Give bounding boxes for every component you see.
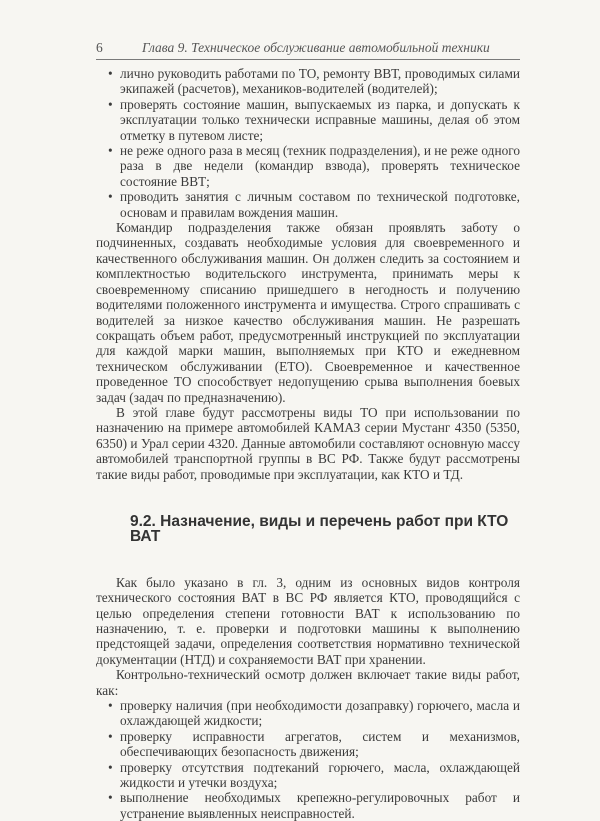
section-heading: 9.2. Назначение, виды и перечень работ при КТО ВАТ bbox=[130, 512, 509, 546]
paragraph: Контрольно-технический осмотр должен включает такие виды работ, как: bbox=[96, 667, 520, 698]
list-item: • проверять состояние машин, выпускаемых из парка, и допускать к эксплуатации только технически исправные машины, делая об этом отметку в путевом листе; bbox=[96, 97, 520, 143]
list-item: • проверку отсутствия подтеканий горючего, масла, охлаждающей жидкости и утечки воздуха; bbox=[96, 760, 520, 791]
list-item: • проверку исправности агрегатов, систем и механизмов, обеспечивающих безопасность движения; bbox=[96, 729, 520, 760]
page-number: 6 bbox=[96, 40, 103, 55]
list-item: • проверку наличия (при необходимости дозаправку) горючего, масла и охлаждающей жидкости; bbox=[96, 698, 520, 729]
paragraph: Командир подразделения также обязан проявлять заботу о подчиненных, создавать необходимые условия для своевременного и качественного обслуживания машин. Он должен следить за состоянием и комплектностью водительского инструмента, принимать меры к своевременному списанию пришедшего в негодность и получению водителями положенного инструмента и имущества. Строго спрашивать с водителей за низкое качество обслуживания машин. Не разрешать сокращать объем работ, предусмотренный инструкцией по эксплуатации для каждой марки машин, выполняемых при КТО и ежедневном техническом обслуживании (ЕТО). Своевременное и качественное проведенное ТО способствует недопущению срыва выполнения боевых задач (задач по предназначению). bbox=[96, 220, 520, 405]
list-item: • проводить занятия с личным составом по технической подготовке, основам и правилам вождения машин. bbox=[96, 189, 520, 220]
page-body bbox=[96, 66, 520, 821]
running-header bbox=[96, 40, 520, 60]
paragraph: Как было указано в гл. 3, одним из основных видов контроля технического состояния ВАТ в ВС РФ является КТО, проводящийся с целью определения степени готовности ВАТ к использованию по назначению, т. е. проверки и подготовки машины к выполнению предстоящей задачи, определения соответствия нормативно технической документации (НТД) и сохраняемости ВАТ при хранении. bbox=[96, 574, 520, 667]
list-item: • лично руководить работами по ТО, ремонту ВВТ, проводимых силами экипажей (расчетов), механиков-водителей (водителей); bbox=[96, 66, 520, 97]
list-item: • выполнение необходимых крепежно-регулировочных работ и устранение выявленных неисправностей. bbox=[96, 790, 520, 821]
paragraph: В этой главе будут рассмотрены виды ТО при использовании по назначению на примере автомобилей КАМАЗ серии Мустанг 4350 (5350, 6350) и Урал серии 4320. Данные автомобили составляют основную массу автомобилей транспортной группы в ВС РФ. Также будут рассмотрены такие виды работ, проводимые при эксплуатации, как КТО и ТД. bbox=[96, 404, 520, 482]
list-item: • не реже одного раза в месяц (техник подразделения), и не реже одного раза в две недели (командир взвода), проверять техническое состояние ВВТ; bbox=[96, 143, 520, 189]
running-title: Глава 9. Техническое обслуживание автомобильной техники bbox=[142, 40, 490, 55]
